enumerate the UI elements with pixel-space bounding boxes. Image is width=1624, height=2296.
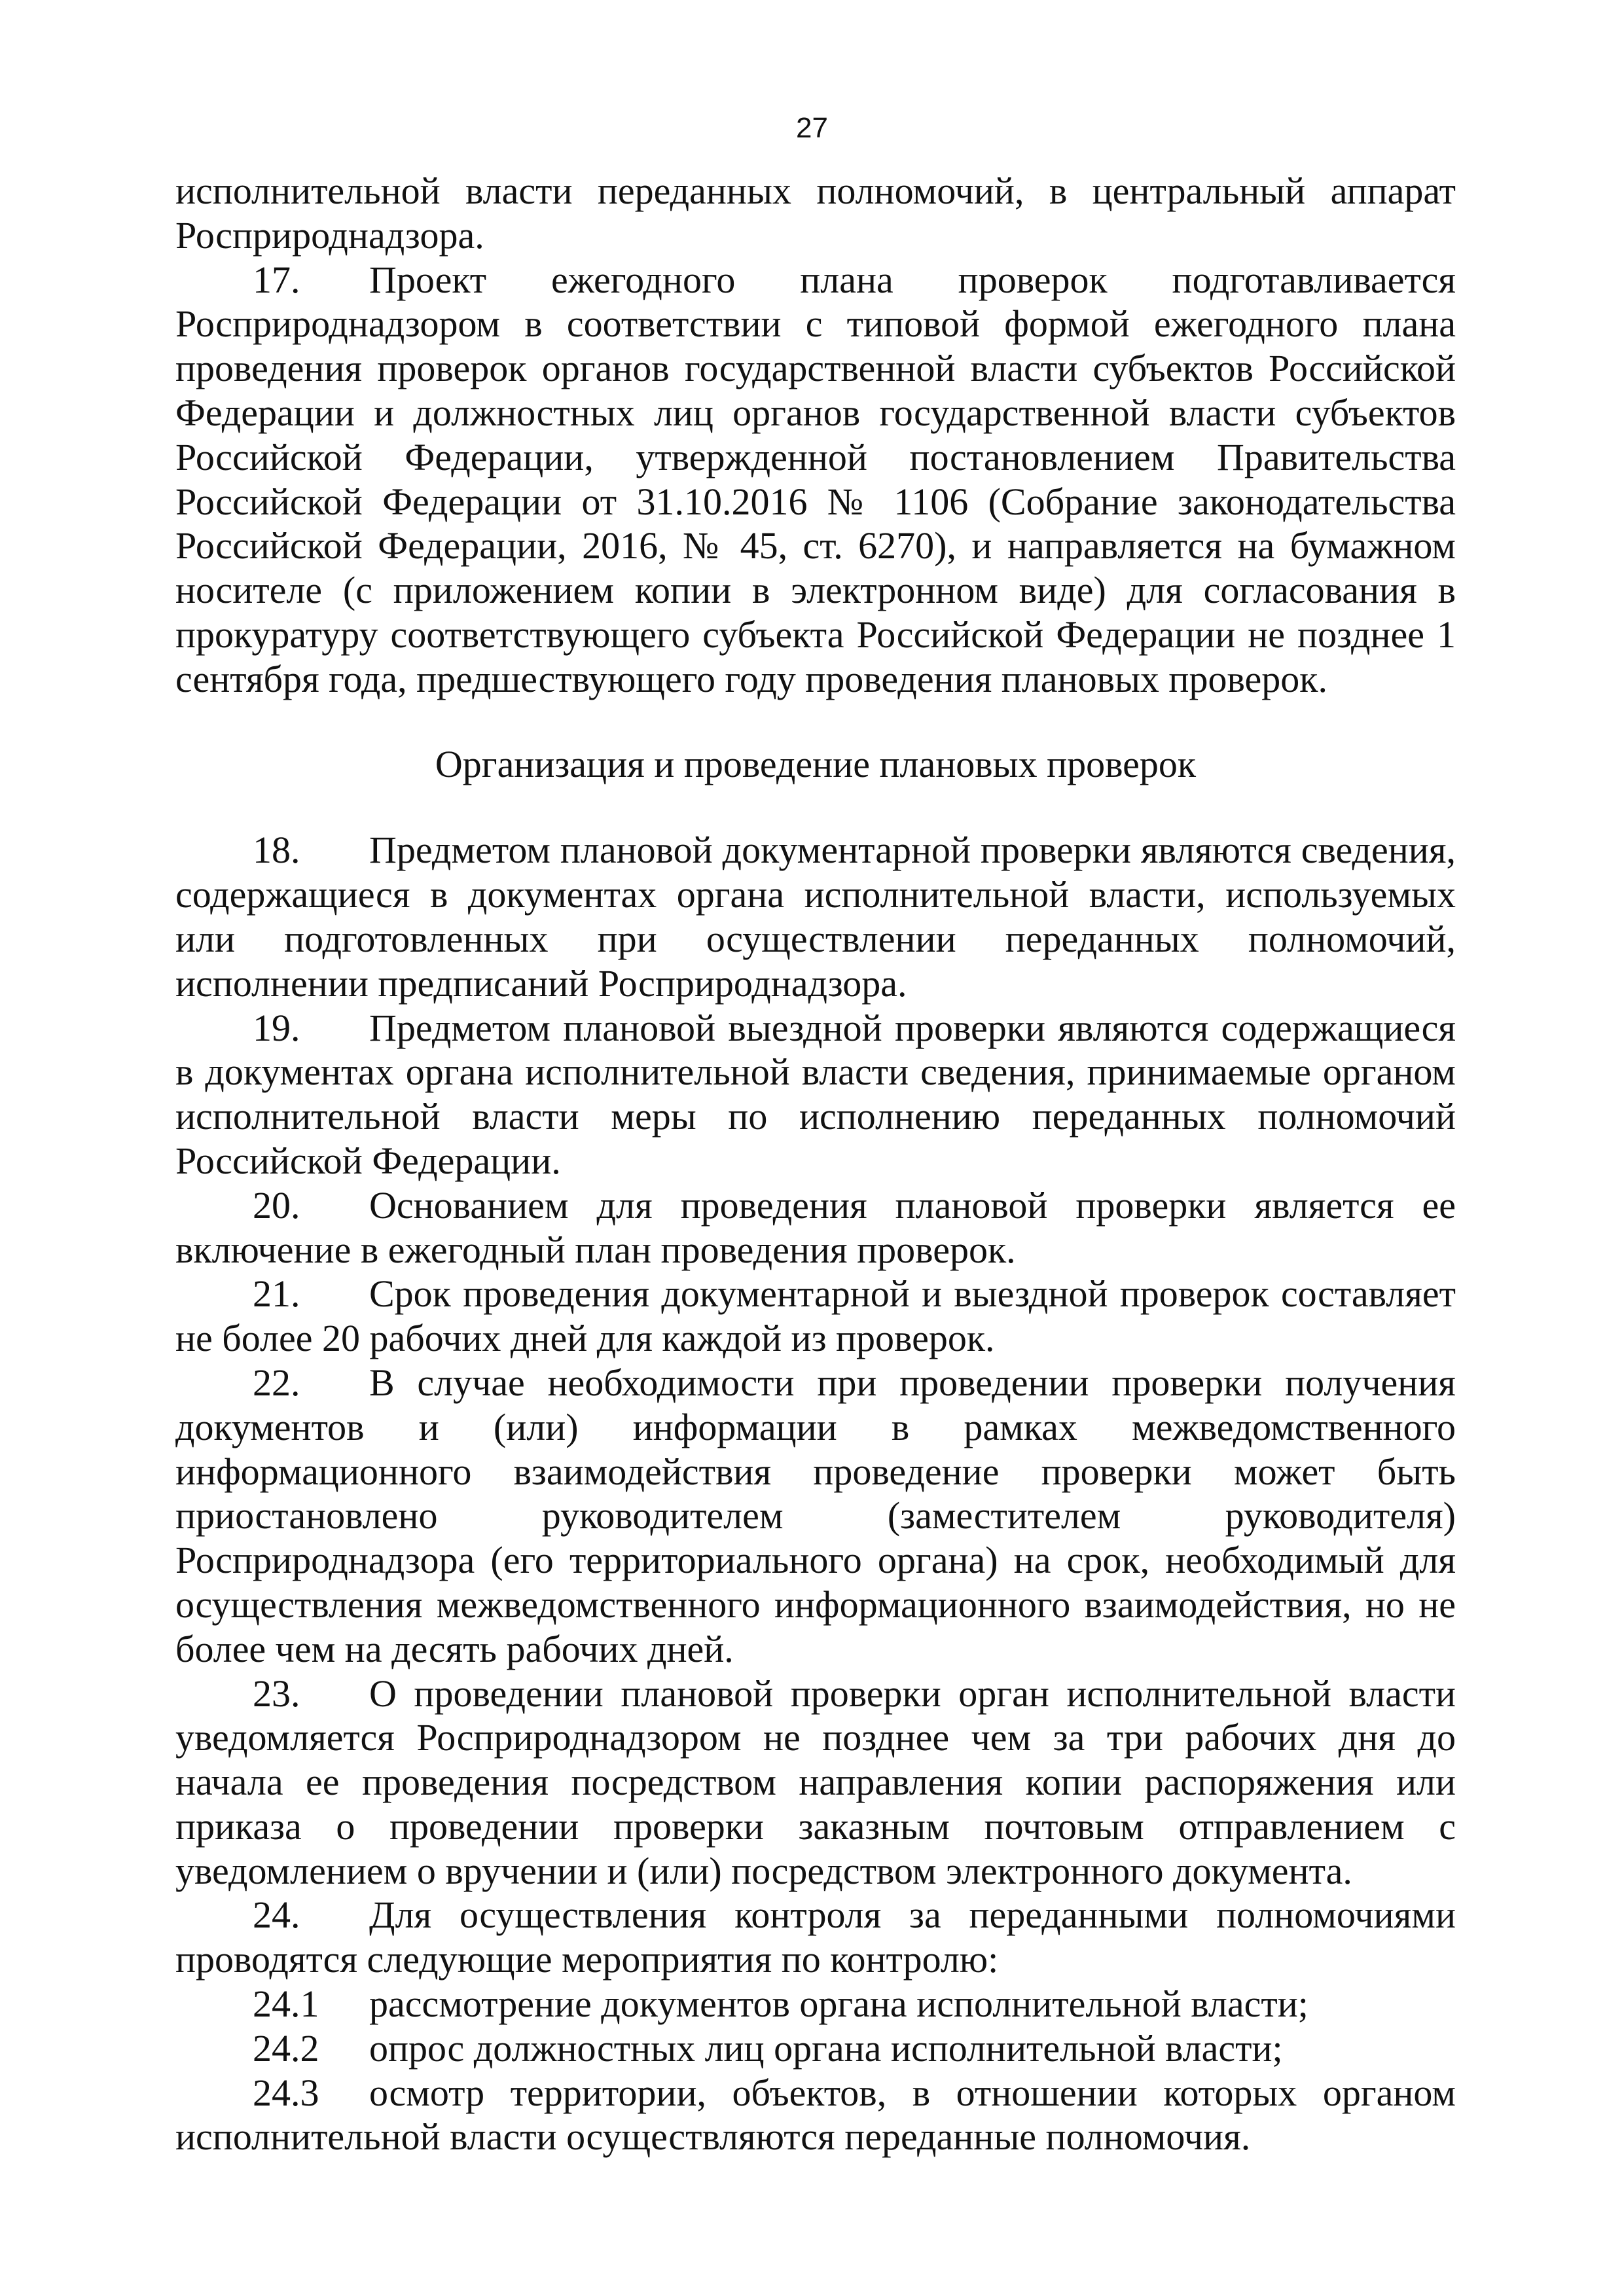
paragraph-text: О проведении плановой проверки орган исполнительной власти уведомляется Росприроднадзором не позднее чем за три рабочих дня до начала ее проведения посредством направления копии распоряжения или приказа о проведении проверки заказным почтовым отправлением с уведомлением о вручении и (или) посредством электронного документа. [175,1672,1456,1892]
paragraph-number: 17. [253,258,300,301]
paragraph-text: В случае необходимости при проведении проверки получения документов и (или) информации в рамках межведомственного информационного взаимодействия проведение проверки может быть приостановлено руководителем (заместителем руководителя) Росприроднадзора (его территориального органа) на срок, необходимый для осуществления межведомственного информационного взаимодействия, но не более чем на десять рабочих дней. [175,1361,1456,1670]
paragraph-21 [175,1272,1456,1361]
document-body [175,169,1456,2159]
paragraph-text: осмотр территории, объектов, в отношении которых органом исполнительной власти осуществляются переданные полномочия. [175,2071,1456,2159]
paragraph-number: 18. [253,829,300,872]
paragraph-text: рассмотрение документов органа исполнительной власти; [369,1982,1308,2026]
paragraph-text: Предметом плановой документарной проверки являются сведения, содержащиеся в документах органа исполнительной власти, используемых или подготовленных при осуществлении переданных полномочий, исполнении предписаний Росприроднадзора. [175,829,1456,1005]
paragraph-number: 22. [253,1361,300,1404]
paragraph-24-2 [175,2026,1456,2071]
paragraph-number: 21. [253,1272,300,1316]
paragraph-number: 19. [253,1006,300,1049]
paragraph-24-3 [175,2071,1456,2160]
paragraph-22 [175,1361,1456,1672]
paragraph-text: Для осуществления контроля за переданными полномочиями проводятся следующие мероприятия по контролю: [175,1893,1456,1981]
paragraph-text: Предметом плановой выездной проверки являются содержащиеся в документах органа исполнительной власти сведения, принимаемые органом исполнительной власти меры по исполнению переданных полномочий Российской Федерации. [175,1006,1456,1182]
page-number: 27 [796,112,828,144]
paragraph-17 [175,258,1456,702]
paragraph-continuation [175,169,1456,258]
paragraph-23 [175,1672,1456,1893]
paragraph-24 [175,1893,1456,1982]
paragraph-number: 24. [253,1893,300,1937]
paragraph-text: исполнительной власти переданных полномочий, в центральный аппарат Росприроднадзора. [175,170,1456,257]
paragraph-number: 24.1 [253,1982,319,2026]
paragraph-19 [175,1006,1456,1183]
paragraph-24-1 [175,1982,1456,2026]
paragraph-text: Срок проведения документарной и выездной проверок составляет не более 20 рабочих дней для каждой из проверок. [175,1272,1456,1360]
paragraph-20 [175,1183,1456,1272]
paragraph-number: 24.3 [253,2071,319,2114]
section-heading: Организация и проведение плановых проверок [435,742,1197,785]
paragraph-text: Основанием для проведения плановой проверки является ее включение в ежегодный план проведения проверок. [175,1183,1456,1271]
paragraph-number: 23. [253,1672,300,1715]
paragraph-number: 20. [253,1183,300,1227]
paragraph-text: Проект ежегодного плана проверок подготавливается Росприроднадзором в соответствии с типовой формой ежегодного плана проведения проверок органов государственной власти субъектов Российской Федерации и должностных лиц органов государственной власти субъектов Российской Федерации, утвержденной постановлением Правительства Российской Федерации от 31.10.2016 № 1106 (Собрание законодательства Российской Федерации, 2016, № 45, ст. 6270), и направляется на бумажном носителе (с приложением копии в электронном виде) для согласования в прокуратуру соответствующего субъекта Российской Федерации не позднее 1 сентября года, предшествующего году проведения плановых проверок. [175,258,1456,700]
paragraph-text: опрос должностных лиц органа исполнительной власти; [369,2026,1283,2070]
paragraph-number: 24.2 [253,2026,319,2070]
paragraph-18 [175,828,1456,1005]
